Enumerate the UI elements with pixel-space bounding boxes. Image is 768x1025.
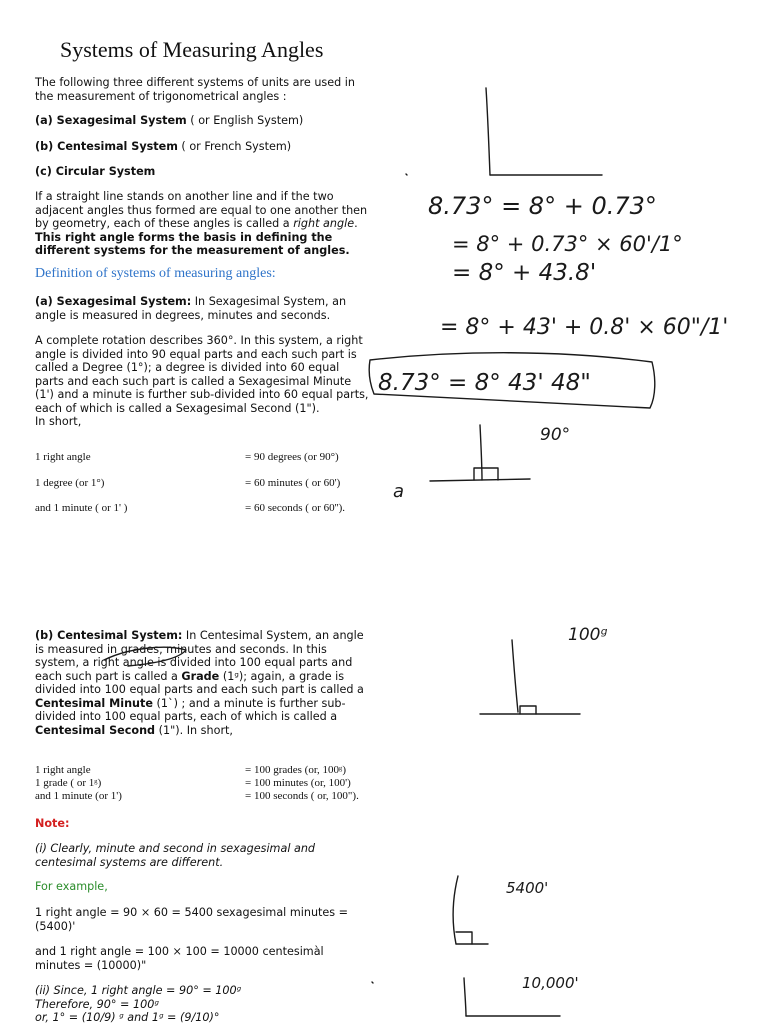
centesimal-paragraph [35,629,370,737]
cent-row-1-left: 1 right angle [35,764,91,776]
calc-result: 8.73° = 8° 43' 48" [378,370,591,396]
result-box [369,353,655,408]
sketch-right-angle-10000 [372,978,560,1016]
right-angle-term: right angle [293,217,355,230]
calc-line-2: = 8° + 0.73° × 60'/1° [452,232,683,256]
centesimal-text-2: (1ᵍ); again, a grade is divided into 100 equal parts and each such part is called a [35,669,364,696]
centesimal-second-term: Centesimal Second [35,723,156,737]
system-a-label: (a) Sexagesimal System [35,114,187,127]
sexa-row-2-left: 1 degree (or 1°) [35,477,105,489]
calc-line-4: = 8° + 43' + 0.8' × 60"/1' [440,315,729,340]
page-title: Systems of Measuring Angles [60,37,324,62]
sexagesimal-heading: (a) Sexagesimal System: [35,295,192,308]
right-angle-sep: . [354,217,358,230]
sexagesimal-intro [35,295,370,322]
sexa-row-3-left: and 1 minute ( or 1' ) [35,502,128,514]
definition-heading: Definition of systems of measuring angles: [35,266,276,281]
sketch-right-angle-100g [480,640,580,714]
system-a [35,114,370,128]
sexa-row-1-right: = 90 degrees (or 90°) [245,451,339,463]
example-2: and 1 right angle = 100 × 100 = 10000 centesimàl minutes = (10000)" [35,945,324,972]
sketch-right-angle-90 [430,425,530,481]
right-angle-text: If a straight line stands on another line and if the two adjacent angles thus formed are equal to one another then by geometry, each of these angles is called a [35,190,368,230]
note-ii-line-3: or, 1° = (10/9) ᵍ and 1ᵍ = (9/10)° [35,1011,220,1024]
centesimal-text-1: In Centesimal System, an angle is measured in grades, minutes and seconds. In this system, a right angle is divided into 100 equal parts and each such part is called a [35,629,364,683]
sexa-row-3-right: = 60 seconds ( or 60''). [245,502,345,514]
sexagesimal-text: In Sexagesimal System, an angle is measured in degrees, minutes and seconds. [35,295,347,322]
centesimal-text-3: (1`) ; and a minute is further sub-divided into 100 equal parts, each of which is called a [35,696,346,723]
label-a: a [393,481,405,502]
system-b [35,140,370,154]
cent-row-3-left: and 1 minute (or 1') [35,790,122,802]
note-ii-line-2: Therefore, 90° = 100ᵍ [35,998,159,1011]
cent-row-2-right: = 100 minutes (or, 100') [245,777,351,789]
example-label: For example, [35,880,108,893]
cent-row-1-right: = 100 grades (or, 100ᵍ) [245,764,347,776]
calc-line-3: = 8° + 43.8' [452,260,597,286]
label-5400: 5400' [506,879,549,897]
label-100-grades: 100ᵍ [568,625,608,645]
sexagesimal-in-short: In short, [35,415,82,428]
system-b-note: ( or French System) [177,140,292,153]
sexa-row-2-right: = 60 minutes ( or 60') [245,477,341,489]
note-i: (i) Clearly, minute and second in sexagesimal and centesimal systems are different. [35,842,316,869]
sketch-right-angle-top [406,88,602,175]
cent-row-2-left: 1 grade ( or 1ᵍ) [35,777,102,789]
sexa-row-1-left: 1 right angle [35,451,91,463]
intro-paragraph: The following three different systems of units are used in the measurement of trigonometrical angles : [35,76,355,103]
sketch-right-angle-5400 [453,876,488,944]
system-c-label: (c) Circular System [35,165,156,178]
note-label: Note: [35,817,70,830]
grade-term: Grade [181,669,220,683]
system-b-label: (b) Centesimal System [35,140,178,153]
right-angle-bold: This right angle forms the basis in defining the different systems for the measurement of angles. [35,230,350,257]
centesimal-text-4: (1"). In short, [155,723,233,737]
system-a-note: ( or English System) [186,114,304,127]
label-90-degree: 90° [540,425,571,445]
system-c [35,165,370,179]
calc-line-1: 8.73° = 8° + 0.73° [428,192,657,220]
label-10000: 10,000' [522,974,579,992]
centesimal-heading: (b) Centesimal System: [35,629,183,642]
note-ii-line-1: (ii) Since, 1 right angle = 90° = 100ᵍ [35,984,242,997]
sexagesimal-paragraph: A complete rotation describes 360°. In this system, a right angle is divided into 90 equal parts and each such part is called a Degree (1°); a degree is divided into 60 equal parts and each such part is called a Sexagesimal Minute (1') and a minute is further sub-divided into 60 equal parts, each of which is called a Sexagesimal Second (1"). [35,334,369,415]
example-1: 1 right angle = 90 × 60 = 5400 sexagesimal minutes = (5400)' [35,906,349,933]
centesimal-minute-term: Centesimal Minute [35,696,153,710]
right-angle-paragraph [35,190,370,258]
cent-row-3-right: = 100 seconds ( or, 100"). [245,790,359,802]
